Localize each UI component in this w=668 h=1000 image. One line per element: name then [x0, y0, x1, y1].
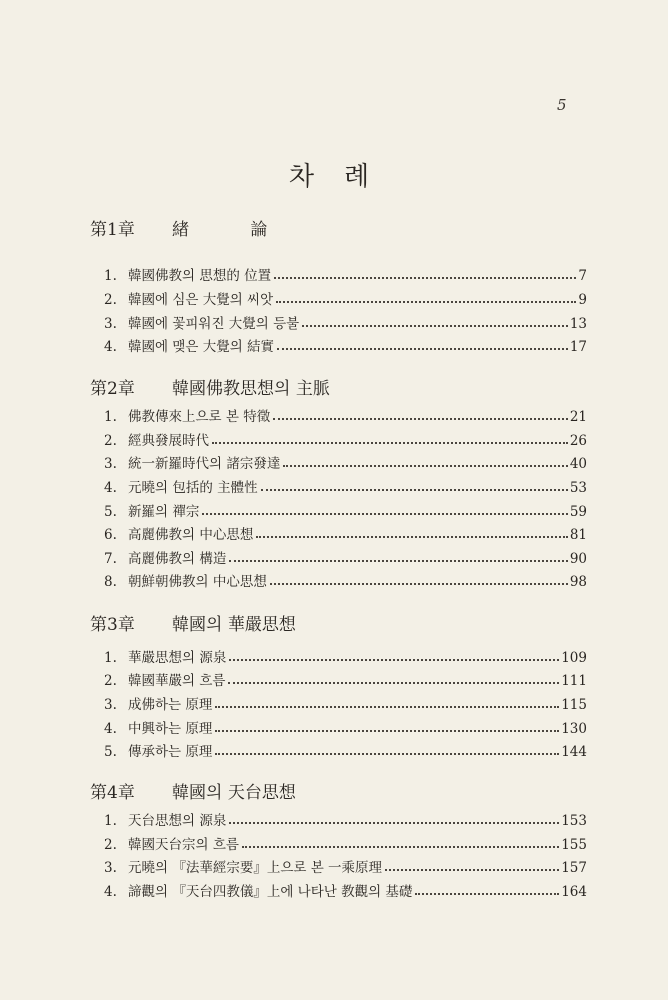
dot-leader: [274, 277, 576, 279]
entry-page: 144: [561, 744, 587, 760]
dot-leader: [215, 753, 559, 755]
entry-page: 40: [569, 456, 587, 472]
entry-page: 164: [561, 884, 587, 900]
entry-title: 元曉의 『法華經宗要』上으로 본 一乘原理: [128, 860, 383, 876]
entry-title: 韓國에 맺은 大覺의 結實: [128, 339, 275, 355]
toc-entry[interactable]: [104, 545, 587, 567]
dot-leader: [277, 348, 568, 350]
chapter-heading: [90, 374, 330, 399]
entry-title: 佛教傳來上으로 본 特徵: [128, 409, 271, 425]
entry-number: 1.: [104, 650, 117, 666]
entry-title: 韓國天台宗의 흐름: [128, 837, 239, 853]
entry-title: 韓國에 심은 大覺의 씨앗: [128, 292, 274, 308]
toc-entry[interactable]: [104, 262, 587, 284]
dot-leader: [229, 822, 559, 824]
dot-leader: [215, 730, 559, 732]
toc-entry[interactable]: [104, 521, 587, 543]
entry-page: 90: [569, 551, 587, 567]
entry-number: 4.: [104, 339, 117, 355]
entry-number: 6.: [104, 527, 117, 543]
entry-title: 高麗佛教의 構造: [128, 551, 227, 567]
toc-entry[interactable]: [104, 427, 587, 449]
entry-number: 3.: [104, 860, 117, 876]
toc-title: 차례: [288, 162, 400, 192]
chapter-heading: [90, 215, 295, 240]
chapter-title: 韓國佛教思想의 主脈: [172, 379, 330, 399]
chapter-title: 韓國의 天台思想: [172, 783, 296, 803]
entry-number: 1.: [104, 268, 117, 284]
chapter-number: 第1章: [90, 220, 135, 240]
entry-title: 高麗佛教의 中心思想: [128, 527, 254, 543]
chapter-number: 第3章: [90, 615, 135, 635]
entry-page: 59: [569, 504, 587, 520]
dot-leader: [283, 465, 567, 467]
toc-entry[interactable]: [104, 450, 587, 472]
entry-title: 韓國華嚴의 흐름: [128, 673, 226, 689]
chapter-number: 第2章: [90, 379, 135, 399]
entry-page: 26: [569, 433, 587, 449]
entry-title: 成佛하는 原理: [128, 697, 213, 713]
entry-number: 4.: [104, 721, 117, 737]
entry-title: 天台思想의 源泉: [128, 813, 227, 829]
entry-page: 9: [578, 292, 587, 308]
entry-number: 4.: [104, 884, 117, 900]
entry-number: 3.: [104, 316, 117, 332]
dot-leader: [302, 325, 568, 327]
entry-page: 53: [569, 480, 587, 496]
entry-number: 5.: [104, 504, 117, 520]
entry-page: 109: [561, 650, 587, 666]
dot-leader: [212, 442, 568, 444]
entry-title: 諦觀의 『天台四教儀』上에 나타난 教觀의 基礎: [128, 884, 413, 900]
chapter-title: 緖 論: [172, 220, 296, 240]
dot-leader: [415, 893, 559, 895]
entry-page: 157: [561, 860, 587, 876]
entry-page: 21: [569, 409, 587, 425]
entry-title: 元曉의 包括的 主體性: [128, 480, 258, 496]
entry-page: 153: [561, 813, 587, 829]
dot-leader: [229, 560, 567, 562]
toc-entry[interactable]: [104, 333, 587, 355]
entry-title: 韓國佛教의 思想的 位置: [128, 268, 272, 284]
dot-leader: [229, 659, 559, 661]
entry-page: 115: [561, 697, 587, 713]
entry-page: 111: [561, 673, 587, 689]
entry-page: 7: [578, 268, 587, 284]
dot-leader: [228, 682, 559, 684]
toc-entry[interactable]: [104, 807, 587, 829]
entry-title: 新羅의 禪宗: [128, 504, 200, 520]
entry-number: 2.: [104, 673, 117, 689]
dot-leader: [202, 513, 567, 515]
entry-title: 中興하는 原理: [128, 721, 213, 737]
entry-number: 1.: [104, 409, 117, 425]
chapter-heading: [90, 610, 296, 635]
dot-leader: [385, 869, 559, 871]
dot-leader: [273, 418, 568, 420]
toc-entry[interactable]: [104, 474, 587, 496]
dot-leader: [242, 846, 559, 848]
entry-number: 4.: [104, 480, 117, 496]
toc-entry[interactable]: [104, 498, 587, 520]
dot-leader: [270, 583, 568, 585]
toc-entry[interactable]: [104, 738, 587, 760]
page-number: 5: [557, 96, 567, 114]
entry-number: 2.: [104, 433, 117, 449]
dot-leader: [276, 301, 576, 303]
toc-entry[interactable]: [104, 568, 587, 590]
entry-title: 經典發展時代: [128, 433, 209, 449]
entry-page: 17: [569, 339, 587, 355]
entry-number: 8.: [104, 574, 117, 590]
toc-entry[interactable]: [104, 878, 587, 900]
entry-title: 傳承하는 原理: [128, 744, 213, 760]
toc-entry[interactable]: [104, 644, 587, 666]
entry-title: 統一新羅時代의 諸宗發達: [128, 456, 281, 472]
chapter-title: 韓國의 華嚴思想: [172, 615, 296, 635]
toc-entry[interactable]: [104, 854, 587, 876]
toc-entry[interactable]: [104, 691, 587, 713]
entry-number: 3.: [104, 456, 117, 472]
toc-entry[interactable]: [104, 286, 587, 308]
toc-entry[interactable]: [104, 831, 587, 853]
entry-page: 13: [569, 316, 587, 332]
entry-number: 2.: [104, 292, 117, 308]
dot-leader: [261, 489, 568, 491]
entry-page: 155: [561, 837, 587, 853]
entry-number: 1.: [104, 813, 117, 829]
entry-title: 華嚴思想의 源泉: [128, 650, 227, 666]
entry-page: 98: [569, 574, 587, 590]
dot-leader: [215, 706, 559, 708]
entry-number: 3.: [104, 697, 117, 713]
dot-leader: [256, 536, 567, 538]
entry-title: 朝鮮朝佛教의 中心思想: [128, 574, 267, 590]
entry-title: 韓國에 꽃피워진 大覺의 등불: [128, 316, 300, 332]
entry-number: 7.: [104, 551, 117, 567]
toc-entry[interactable]: [104, 310, 587, 332]
entry-page: 81: [569, 527, 587, 543]
toc-entry[interactable]: [104, 403, 587, 425]
toc-entry[interactable]: [104, 715, 587, 737]
entry-number: 2.: [104, 837, 117, 853]
chapter-heading: [90, 778, 296, 803]
entry-page: 130: [561, 721, 587, 737]
entry-number: 5.: [104, 744, 117, 760]
chapter-number: 第4章: [90, 783, 135, 803]
toc-entry[interactable]: [104, 667, 587, 689]
